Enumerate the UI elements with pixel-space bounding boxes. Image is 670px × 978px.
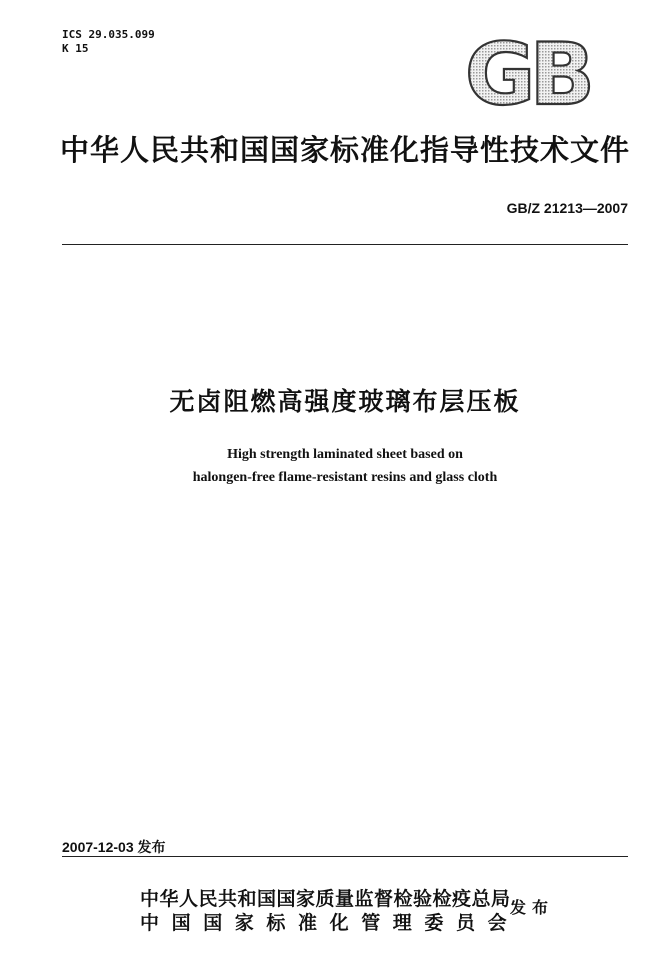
chinese-title: 无卤阻燃高强度玻璃布层压板 [169,387,521,416]
publish-date: 2007-12-03 发布 [62,839,166,855]
english-title-line-2: halongen-free flame-resistant resins and glass cloth [192,470,498,485]
divider-bottom [62,856,628,857]
ics-code: ICS 29.035.099 [62,28,155,41]
classification-codes [62,28,155,56]
gb-logo [452,30,602,110]
release-label: 发布 [510,898,555,917]
english-title-line-1: High strength laminated sheet based on [227,447,463,462]
issuer-line-2: 中国国家标准化管理委员会 [140,912,520,934]
issuer-line-1: 中华人民共和国国家质量监督检验检疫总局 [140,888,511,910]
divider-top [62,244,628,245]
gb-logo-text: GB [464,30,590,110]
standard-number: GB/Z 21213—2007 [506,200,628,216]
english-title [60,443,630,489]
ccs-code: K 15 [62,42,89,55]
org-title: 中华人民共和国国家标准化指导性技术文件 [60,133,631,167]
